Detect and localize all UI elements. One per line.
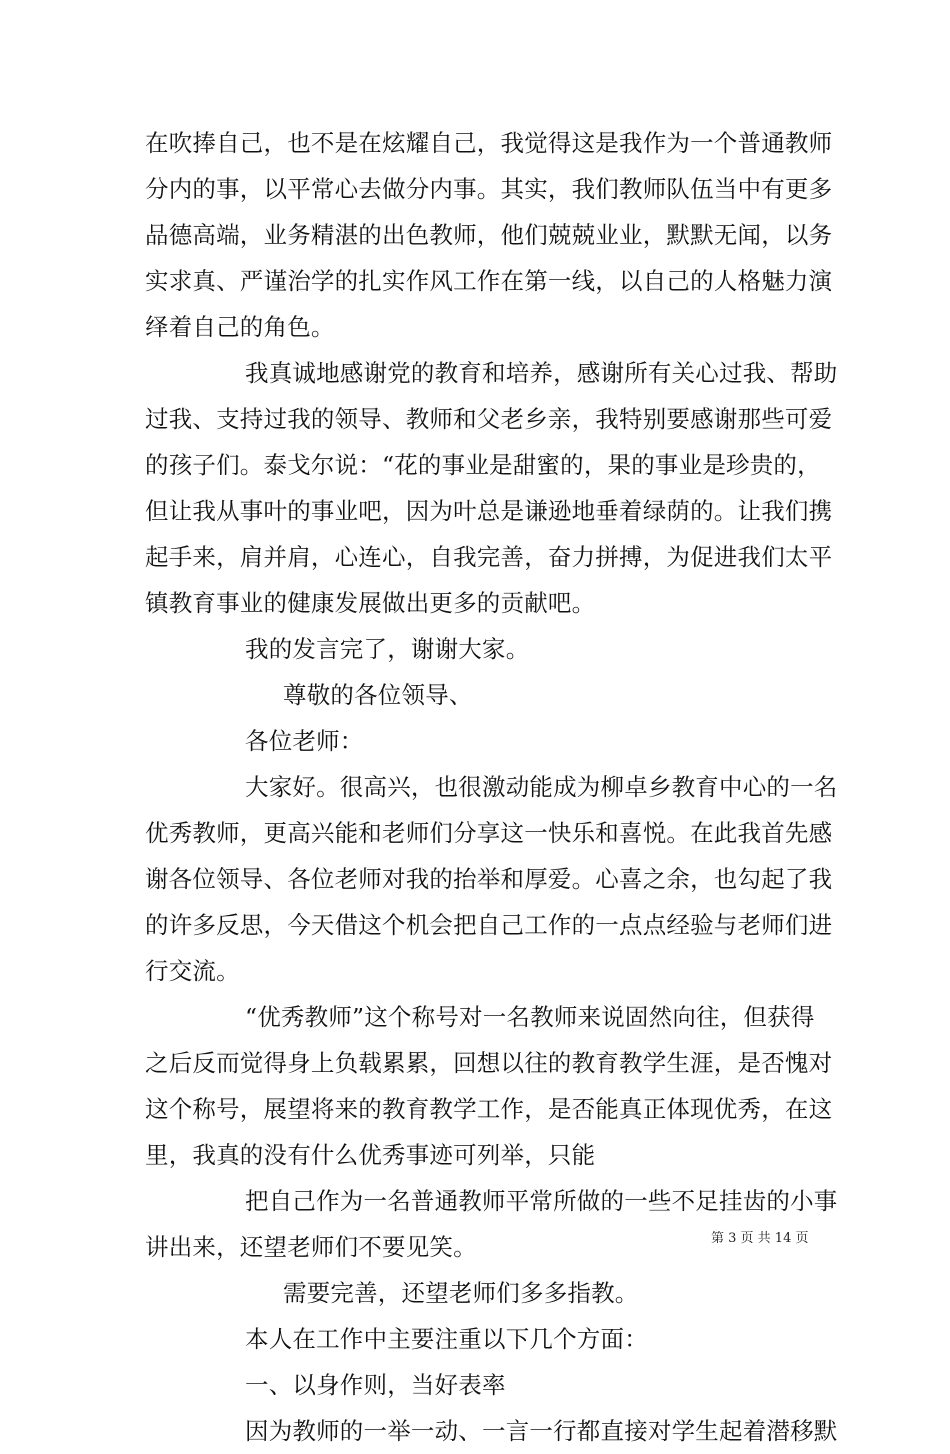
- text-line: 分内的事，以平常心去做分内事。其实，我们教师队伍当中有更多: [145, 175, 833, 203]
- text-line: 讲出来，还望老师们不要见笑。: [145, 1233, 477, 1261]
- text-line: 里，我真的没有什么优秀事迹可列举，只能: [145, 1141, 596, 1169]
- text-line: 行交流。: [145, 957, 240, 985]
- paragraph-start: 本人在工作中主要注重以下几个方面：: [245, 1325, 648, 1353]
- text-line: 绎着自己的角色。: [145, 313, 335, 341]
- document-body: [145, 120, 838, 1454]
- paragraph-start: 需要完善，还望老师们多多指教。: [283, 1279, 639, 1307]
- text-line: 品德高端，业务精湛的出色教师，他们兢兢业业，默默无闻，以务: [145, 221, 833, 249]
- text-line: 在吹捧自己，也不是在炫耀自己，我觉得这是我作为一个普通教师: [145, 129, 833, 157]
- text-line: 起手来，肩并肩，心连心，自我完善，奋力拼搏，为促进我们太平: [145, 543, 833, 571]
- text-line: 谢各位领导、各位老师对我的抬举和厚爱。心喜之余，也勾起了我: [145, 865, 833, 893]
- paragraph-start: 因为教师的一举一动、一言一行都直接对学生起着潜移默: [245, 1417, 838, 1445]
- text-line: 镇教育事业的健康发展做出更多的贡献吧。: [145, 589, 596, 617]
- text-line: 的许多反思，今天借这个机会把自己工作的一点点经验与老师们进: [145, 911, 833, 939]
- salutation-line: 尊敬的各位领导、: [283, 681, 473, 709]
- text-line: 的孩子们。泰戈尔说：“花的事业是甜蜜的，果的事业是珍贵的，: [145, 451, 821, 479]
- paragraph-start: 大家好。很高兴，也很激动能成为柳卓乡教育中心的一名: [245, 773, 838, 801]
- text-line: 之后反而觉得身上负载累累，回想以往的教育教学生涯，是否愧对: [145, 1049, 833, 1077]
- text-line: 这个称号，展望将来的教育教学工作，是否能真正体现优秀，在这: [145, 1095, 833, 1123]
- text-line: 但让我从事叶的事业吧，因为叶总是谦逊地垂着绿荫的。让我们携: [145, 497, 833, 525]
- paragraph-start: 我的发言完了，谢谢大家。: [245, 635, 530, 663]
- paragraph-start: 把自己作为一名普通教师平常所做的一些不足挂齿的小事: [245, 1187, 838, 1215]
- paragraph-start: “优秀教师”这个称号对一名教师来说固然向往，但获得: [245, 1003, 815, 1031]
- salutation-line: 各位老师：: [245, 727, 364, 755]
- text-line: 实求真、严谨治学的扎实作风工作在第一线，以自己的人格魅力演: [145, 267, 833, 295]
- section-heading: 一、以身作则，当好表率: [245, 1371, 506, 1399]
- paragraph-start: 我真诚地感谢党的教育和培养，感谢所有关心过我、帮助: [245, 359, 838, 387]
- text-line: 过我、支持过我的领导、教师和父老乡亲，我特别要感谢那些可爱: [145, 405, 833, 433]
- page-number-footer: 第 3 页 共 14 页: [711, 1231, 809, 1246]
- text-line: 优秀教师，更高兴能和老师们分享这一快乐和喜悦。在此我首先感: [145, 819, 833, 847]
